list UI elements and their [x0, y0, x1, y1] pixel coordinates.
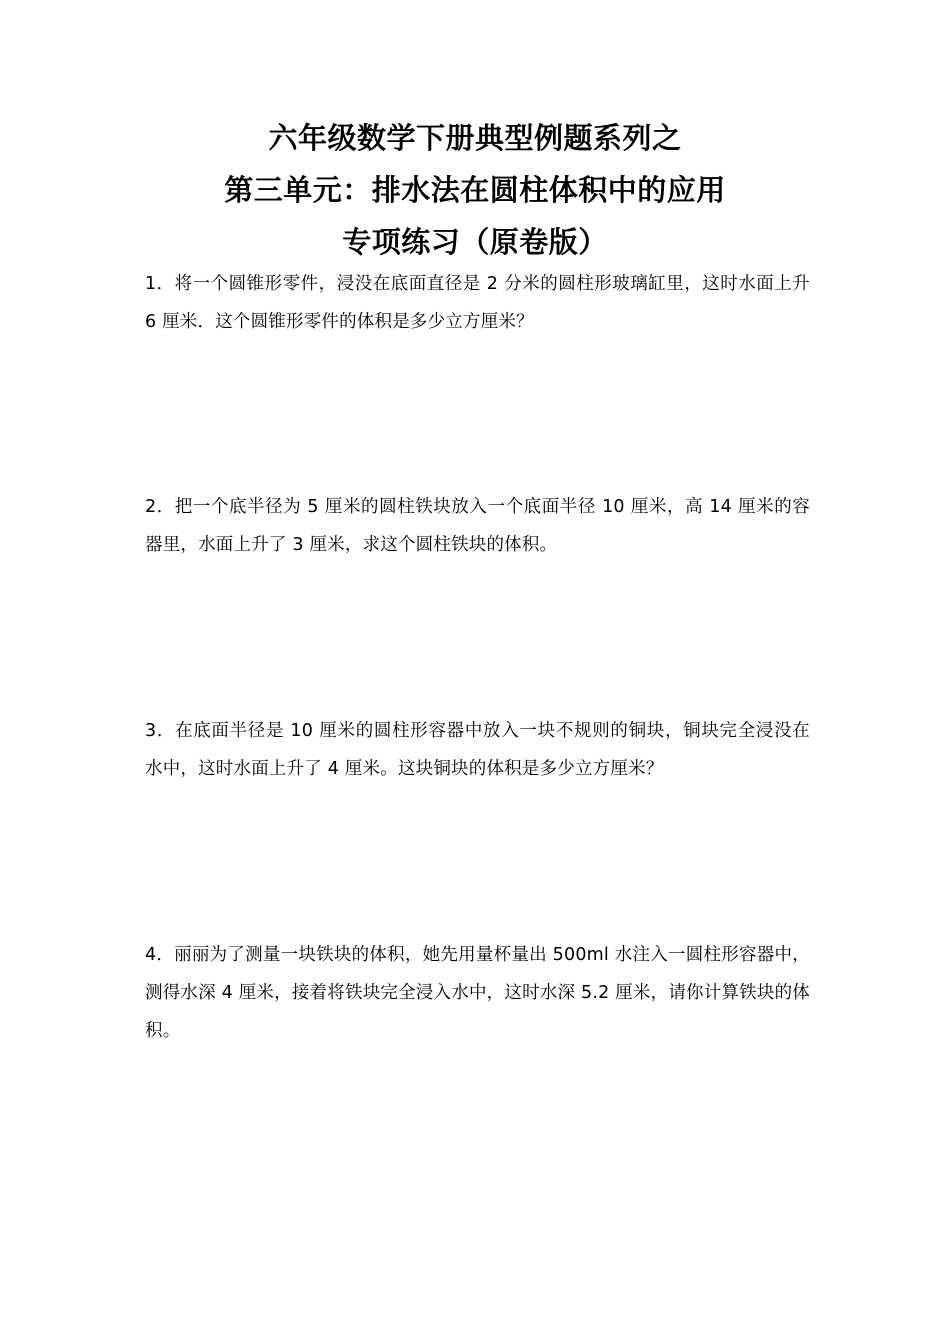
document-title-unit: 第三单元：排水法在圆柱体积中的应用 [224, 173, 726, 207]
question-1: 1．将一个圆锥形零件，浸没在底面直径是 2 分米的圆柱形玻璃缸里，这时水面上升 6 厘米．这个圆锥形零件的体积是多少立方厘米？ [145, 274, 810, 332]
question-3: 3．在底面半径是 10 厘米的圆柱形容器中放入一块不规则的铜块，铜块完全浸没在水中，这时水面上升了 4 厘米。这块铜块的体积是多少立方厘米？ [145, 721, 810, 779]
document-title-series: 六年级数学下册典型例题系列之 [268, 121, 682, 155]
question-2: 2．把一个底半径为 5 厘米的圆柱铁块放入一个底面半径 10 厘米，高 14 厘米的容器里，水面上升了 3 厘米，求这个圆柱铁块的体积。 [145, 497, 810, 555]
question-4: 4．丽丽为了测量一块铁块的体积，她先用量杯量出 500ml 水注入一圆柱形容器中，测得水深 4 厘米，接着将铁块完全浸入水中，这时水深 5.2 厘米，请你计算铁块的体积。 [145, 945, 810, 1041]
document-title-edition: 专项练习（原卷版） [342, 225, 608, 259]
